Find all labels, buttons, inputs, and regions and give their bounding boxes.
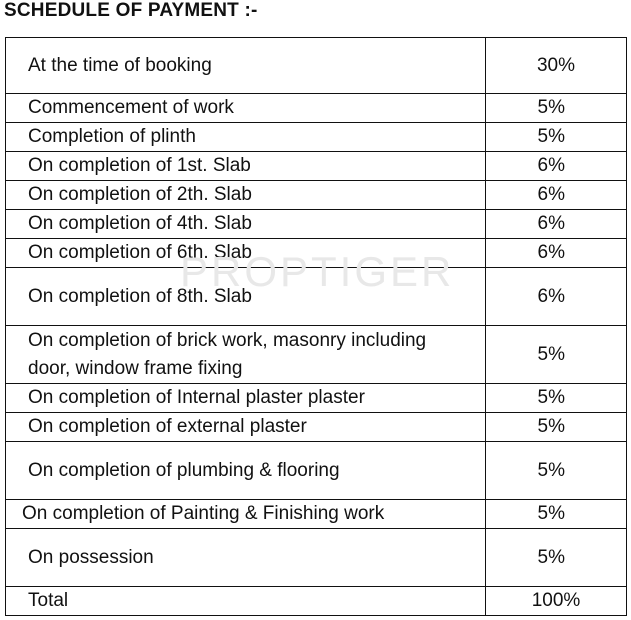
percent-cell: 30% <box>486 38 627 94</box>
stage-cell: Total <box>6 587 486 616</box>
table-row <box>6 239 627 268</box>
stage-cell: On possession <box>6 529 486 587</box>
table-row <box>6 123 627 152</box>
stage-cell: On completion of Painting & Finishing work <box>6 500 486 529</box>
table-row <box>6 152 627 181</box>
stage-cell: On completion of 1st. Slab <box>6 152 486 181</box>
table-row <box>6 326 627 384</box>
table-row <box>6 210 627 239</box>
percent-cell: 5% <box>486 384 627 413</box>
stage-cell: On completion of 8th. Slab <box>6 268 486 326</box>
percent-cell: 5% <box>486 326 627 384</box>
table-row <box>6 94 627 123</box>
percent-cell: 6% <box>486 210 627 239</box>
payment-schedule-table <box>5 37 627 616</box>
percent-cell: 6% <box>486 239 627 268</box>
stage-cell: On completion of 4th. Slab <box>6 210 486 239</box>
percent-cell: 5% <box>486 123 627 152</box>
watermark: PROPTIGER <box>180 248 455 295</box>
stage-cell: On completion of 2th. Slab <box>6 181 486 210</box>
stage-cell: At the time of booking <box>6 38 486 94</box>
stage-cell: On completion of 6th. Slab <box>6 239 486 268</box>
table-row <box>6 384 627 413</box>
table-row <box>6 442 627 500</box>
percent-cell: 5% <box>486 94 627 123</box>
percent-cell: 5% <box>486 442 627 500</box>
table-row <box>6 587 627 616</box>
stage-cell: On completion of plumbing & flooring <box>6 442 486 500</box>
percent-cell: 5% <box>486 529 627 587</box>
percent-cell: 6% <box>486 181 627 210</box>
page-title: SCHEDULE OF PAYMENT :- <box>4 0 258 21</box>
stage-cell: Commencement of work <box>6 94 486 123</box>
table-row <box>6 500 627 529</box>
table-row <box>6 181 627 210</box>
percent-cell: 5% <box>486 413 627 442</box>
percent-cell: 100% <box>486 587 627 616</box>
stage-cell: On completion of Internal plaster plaster <box>6 384 486 413</box>
percent-cell: 5% <box>486 500 627 529</box>
table-row <box>6 268 627 326</box>
stage-cell: Completion of plinth <box>6 123 486 152</box>
percent-cell: 6% <box>486 268 627 326</box>
stage-cell: On completion of external plaster <box>6 413 486 442</box>
table-row <box>6 38 627 94</box>
percent-cell: 6% <box>486 152 627 181</box>
stage-cell: On completion of brick work, masonry including door, window frame fixing <box>6 326 486 384</box>
table-row <box>6 413 627 442</box>
table-row <box>6 529 627 587</box>
